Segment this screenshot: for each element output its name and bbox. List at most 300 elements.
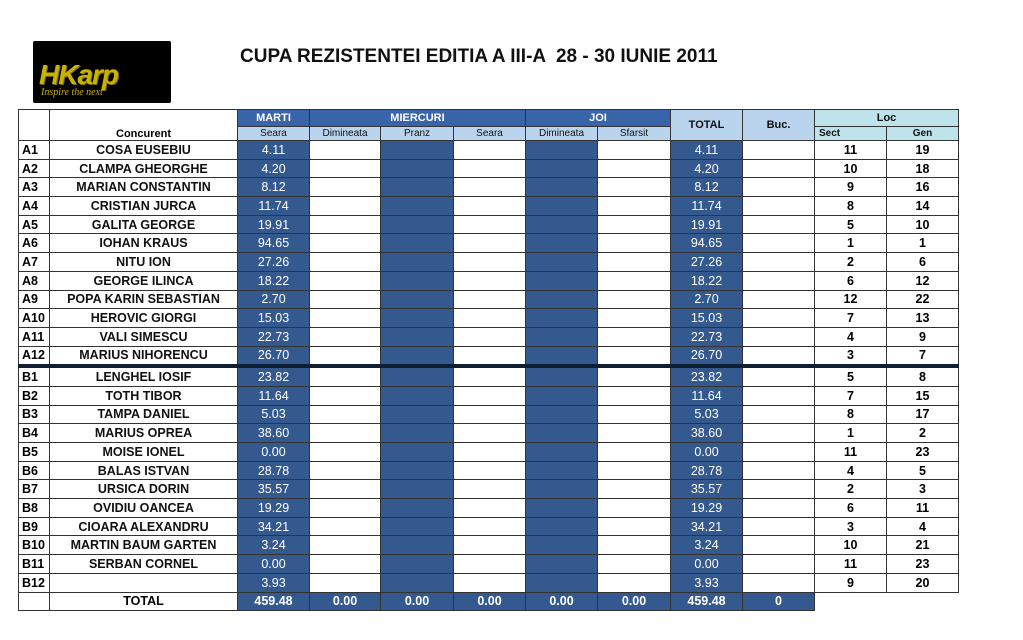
concurent-header: Concurent	[50, 110, 238, 141]
gen-rank: 2	[887, 424, 959, 443]
totals-miercuri-pranz: 0.00	[381, 592, 454, 611]
sect-rank: 6	[815, 271, 887, 290]
miercuri-pranz-value	[381, 215, 454, 234]
competitor-code: B9	[19, 517, 50, 536]
sect-rank: 9	[815, 573, 887, 592]
miercuri-pranz-value	[381, 366, 454, 386]
table-row	[19, 443, 959, 462]
gen-rank: 14	[887, 197, 959, 216]
total-value: 23.82	[671, 366, 743, 386]
competitor-code: B2	[19, 386, 50, 405]
gen-rank: 12	[887, 271, 959, 290]
miercuri-header: MIERCURI	[310, 110, 526, 127]
marti-header: MARTI	[238, 110, 310, 127]
joi-sfarsit-value	[598, 327, 671, 346]
miercuri-dimineata-value	[310, 480, 381, 499]
joi-sfarsit-value	[598, 461, 671, 480]
miercuri-dimineata-value	[310, 178, 381, 197]
competitor-name: TAMPA DANIEL	[50, 405, 238, 424]
miercuri-seara-value	[454, 461, 526, 480]
miercuri-seara-value	[454, 253, 526, 272]
marti-seara-value: 34.21	[238, 517, 310, 536]
joi-sfarsit-value	[598, 386, 671, 405]
marti-seara-value: 22.73	[238, 327, 310, 346]
marti-seara-value: 19.91	[238, 215, 310, 234]
loc-header: Loc	[815, 110, 959, 127]
miercuri-seara-value	[454, 234, 526, 253]
joi-sfarsit-value	[598, 215, 671, 234]
joi-sfarsit-value	[598, 499, 671, 518]
total-value: 94.65	[671, 234, 743, 253]
competitor-code: B11	[19, 555, 50, 574]
marti-seara-value: 4.11	[238, 141, 310, 160]
buc-value	[743, 405, 815, 424]
competitor-code: A8	[19, 271, 50, 290]
totals-code	[19, 592, 50, 611]
sect-rank: 4	[815, 327, 887, 346]
miercuri-seara-value	[454, 309, 526, 328]
competitor-code: A4	[19, 197, 50, 216]
buc-value	[743, 461, 815, 480]
miercuri-seara-value	[454, 499, 526, 518]
buc-value	[743, 253, 815, 272]
buc-value	[743, 271, 815, 290]
miercuri-dimineata-value	[310, 405, 381, 424]
miercuri-pranz-value	[381, 141, 454, 160]
gen-rank: 6	[887, 253, 959, 272]
gen-rank: 10	[887, 215, 959, 234]
competitor-name: OVIDIU OANCEA	[50, 499, 238, 518]
joi-sfarsit-value	[598, 443, 671, 462]
miercuri-dimineata-value	[310, 309, 381, 328]
joi-sfarsit-value	[598, 536, 671, 555]
competitor-name: BALAS ISTVAN	[50, 461, 238, 480]
buc-value	[743, 309, 815, 328]
joi-sfarsit-value	[598, 197, 671, 216]
miercuri-pranz-value	[381, 327, 454, 346]
joi-sfarsit-header: Sfarsit	[598, 127, 671, 141]
joi-sfarsit-value	[598, 366, 671, 386]
page-title: CUPA REZISTENTEI EDITIA A III-A 28 - 30 IUNIE 2011	[240, 46, 718, 67]
gen-rank: 15	[887, 386, 959, 405]
marti-seara-value: 4.20	[238, 159, 310, 178]
total-value: 0.00	[671, 443, 743, 462]
miercuri-pranz-value	[381, 346, 454, 366]
miercuri-seara-value	[454, 405, 526, 424]
competitor-name: VALI SIMESCU	[50, 327, 238, 346]
total-value: 3.93	[671, 573, 743, 592]
miercuri-pranz-value	[381, 271, 454, 290]
table-row	[19, 573, 959, 592]
sect-rank: 1	[815, 234, 887, 253]
competitor-code: A5	[19, 215, 50, 234]
miercuri-pranz-value	[381, 573, 454, 592]
sect-rank: 11	[815, 555, 887, 574]
totals-sect-blank	[815, 592, 887, 611]
buc-value	[743, 327, 815, 346]
marti-seara-value: 94.65	[238, 234, 310, 253]
miercuri-seara-value	[454, 386, 526, 405]
sect-rank: 10	[815, 159, 887, 178]
totals-total: 459.48	[671, 592, 743, 611]
table-row	[19, 517, 959, 536]
competitor-name: HEROVIC GIORGI	[50, 309, 238, 328]
buc-value	[743, 480, 815, 499]
miercuri-pranz-value	[381, 197, 454, 216]
gen-rank: 11	[887, 499, 959, 518]
competitor-name: COSA EUSEBIU	[50, 141, 238, 160]
buc-value	[743, 197, 815, 216]
miercuri-seara-value	[454, 327, 526, 346]
miercuri-pranz-header: Pranz	[381, 127, 454, 141]
competitor-code: B3	[19, 405, 50, 424]
miercuri-seara-value	[454, 215, 526, 234]
total-header: TOTAL	[671, 110, 743, 141]
miercuri-dimineata-value	[310, 253, 381, 272]
miercuri-pranz-value	[381, 386, 454, 405]
gen-rank: 18	[887, 159, 959, 178]
totals-buc: 0	[743, 592, 815, 611]
total-value: 11.74	[671, 197, 743, 216]
sect-rank: 1	[815, 424, 887, 443]
total-value: 2.70	[671, 290, 743, 309]
miercuri-dimineata-value	[310, 443, 381, 462]
joi-dimineata-value	[526, 405, 598, 424]
sect-rank: 9	[815, 178, 887, 197]
buc-value	[743, 443, 815, 462]
competitor-name: NITU ION	[50, 253, 238, 272]
miercuri-dimineata-value	[310, 555, 381, 574]
marti-seara-value: 18.22	[238, 271, 310, 290]
miercuri-seara-value	[454, 480, 526, 499]
joi-sfarsit-value	[598, 253, 671, 272]
totals-label: TOTAL	[50, 592, 238, 611]
competitor-name: MOISE IONEL	[50, 443, 238, 462]
miercuri-dimineata-value	[310, 141, 381, 160]
competitor-code: B5	[19, 443, 50, 462]
table-row	[19, 346, 959, 366]
sect-rank: 5	[815, 366, 887, 386]
joi-dimineata-value	[526, 178, 598, 197]
marti-seara-value: 0.00	[238, 443, 310, 462]
competitor-name: LENGHEL IOSIF	[50, 366, 238, 386]
marti-seara-value: 5.03	[238, 405, 310, 424]
miercuri-seara-value	[454, 346, 526, 366]
joi-dimineata-value	[526, 215, 598, 234]
miercuri-pranz-value	[381, 443, 454, 462]
competitor-name: MARIUS NIHORENCU	[50, 346, 238, 366]
buc-value	[743, 386, 815, 405]
sect-header: Sect	[815, 127, 887, 141]
miercuri-pranz-value	[381, 309, 454, 328]
buc-value	[743, 424, 815, 443]
miercuri-pranz-value	[381, 536, 454, 555]
total-value: 5.03	[671, 405, 743, 424]
gen-rank: 22	[887, 290, 959, 309]
miercuri-dimineata-value	[310, 424, 381, 443]
total-value: 19.29	[671, 499, 743, 518]
gen-rank: 7	[887, 346, 959, 366]
gen-rank: 16	[887, 178, 959, 197]
code-header	[19, 110, 50, 141]
marti-seara-header: Seara	[238, 127, 310, 141]
miercuri-dimineata-value	[310, 461, 381, 480]
competitor-code: B8	[19, 499, 50, 518]
joi-sfarsit-value	[598, 178, 671, 197]
joi-sfarsit-value	[598, 517, 671, 536]
buc-value	[743, 141, 815, 160]
table-row	[19, 271, 959, 290]
joi-dimineata-value	[526, 197, 598, 216]
miercuri-seara-value	[454, 424, 526, 443]
buc-value	[743, 555, 815, 574]
marti-seara-value: 8.12	[238, 178, 310, 197]
miercuri-pranz-value	[381, 159, 454, 178]
competitor-name: CLAMPA GHEORGHE	[50, 159, 238, 178]
joi-sfarsit-value	[598, 346, 671, 366]
total-value: 34.21	[671, 517, 743, 536]
competitor-code: A3	[19, 178, 50, 197]
marti-seara-value: 38.60	[238, 424, 310, 443]
competitor-code: B12	[19, 573, 50, 592]
table-row	[19, 536, 959, 555]
total-value: 0.00	[671, 555, 743, 574]
buc-value	[743, 366, 815, 386]
totals-joi-sfarsit: 0.00	[598, 592, 671, 611]
competitor-code: A2	[19, 159, 50, 178]
competitor-code: B4	[19, 424, 50, 443]
competitor-code: B7	[19, 480, 50, 499]
sect-rank: 12	[815, 290, 887, 309]
joi-dimineata-value	[526, 141, 598, 160]
table-row	[19, 327, 959, 346]
joi-dimineata-value	[526, 309, 598, 328]
competitor-name: TOTH TIBOR	[50, 386, 238, 405]
gen-header: Gen	[887, 127, 959, 141]
totals-row	[19, 592, 959, 611]
miercuri-pranz-value	[381, 234, 454, 253]
miercuri-seara-header: Seara	[454, 127, 526, 141]
joi-header: JOI	[526, 110, 671, 127]
total-value: 38.60	[671, 424, 743, 443]
joi-dimineata-value	[526, 480, 598, 499]
total-value: 4.11	[671, 141, 743, 160]
joi-dimineata-header: Dimineata	[526, 127, 598, 141]
joi-sfarsit-value	[598, 290, 671, 309]
table-row	[19, 253, 959, 272]
miercuri-seara-value	[454, 178, 526, 197]
miercuri-seara-value	[454, 443, 526, 462]
sect-rank: 6	[815, 499, 887, 518]
competitor-name: IOHAN KRAUS	[50, 234, 238, 253]
miercuri-seara-value	[454, 517, 526, 536]
buc-value	[743, 573, 815, 592]
competitor-code: B10	[19, 536, 50, 555]
miercuri-pranz-value	[381, 178, 454, 197]
marti-seara-value: 26.70	[238, 346, 310, 366]
buc-header: Buc.	[743, 110, 815, 141]
buc-value	[743, 215, 815, 234]
sect-rank: 2	[815, 480, 887, 499]
miercuri-dimineata-value	[310, 234, 381, 253]
joi-dimineata-value	[526, 461, 598, 480]
sect-rank: 8	[815, 197, 887, 216]
miercuri-dimineata-value	[310, 517, 381, 536]
miercuri-pranz-value	[381, 499, 454, 518]
totals-miercuri-seara: 0.00	[454, 592, 526, 611]
miercuri-dimineata-value	[310, 215, 381, 234]
marti-seara-value: 23.82	[238, 366, 310, 386]
totals-gen-blank	[887, 592, 959, 611]
table-row	[19, 405, 959, 424]
miercuri-seara-value	[454, 290, 526, 309]
marti-seara-value: 19.29	[238, 499, 310, 518]
totals-miercuri-dimineata: 0.00	[310, 592, 381, 611]
total-value: 11.64	[671, 386, 743, 405]
buc-value	[743, 499, 815, 518]
miercuri-pranz-value	[381, 555, 454, 574]
competitor-name: GEORGE ILINCA	[50, 271, 238, 290]
joi-dimineata-value	[526, 253, 598, 272]
gen-rank: 19	[887, 141, 959, 160]
gen-rank: 8	[887, 366, 959, 386]
table-row	[19, 159, 959, 178]
totals-joi-dimineata: 0.00	[526, 592, 598, 611]
table-row	[19, 424, 959, 443]
total-value: 8.12	[671, 178, 743, 197]
table-row	[19, 386, 959, 405]
joi-sfarsit-value	[598, 234, 671, 253]
sect-rank: 3	[815, 517, 887, 536]
total-value: 27.26	[671, 253, 743, 272]
competitor-code: B1	[19, 366, 50, 386]
marti-seara-value: 11.74	[238, 197, 310, 216]
miercuri-dimineata-value	[310, 290, 381, 309]
competitor-name: URSICA DORIN	[50, 480, 238, 499]
marti-seara-value: 3.24	[238, 536, 310, 555]
joi-dimineata-value	[526, 517, 598, 536]
competitor-name: CRISTIAN JURCA	[50, 197, 238, 216]
miercuri-pranz-value	[381, 480, 454, 499]
gen-rank: 1	[887, 234, 959, 253]
marti-seara-value: 3.93	[238, 573, 310, 592]
sect-rank: 8	[815, 405, 887, 424]
joi-dimineata-value	[526, 443, 598, 462]
joi-dimineata-value	[526, 555, 598, 574]
joi-sfarsit-value	[598, 573, 671, 592]
marti-seara-value: 27.26	[238, 253, 310, 272]
miercuri-pranz-value	[381, 424, 454, 443]
competitor-code: A6	[19, 234, 50, 253]
competitor-code: A1	[19, 141, 50, 160]
joi-sfarsit-value	[598, 141, 671, 160]
gen-rank: 13	[887, 309, 959, 328]
table-row	[19, 461, 959, 480]
marti-seara-value: 0.00	[238, 555, 310, 574]
competitor-name: SERBAN CORNEL	[50, 555, 238, 574]
buc-value	[743, 290, 815, 309]
miercuri-pranz-value	[381, 517, 454, 536]
marti-seara-value: 35.57	[238, 480, 310, 499]
joi-dimineata-value	[526, 290, 598, 309]
table-row	[19, 234, 959, 253]
table-row	[19, 366, 959, 386]
total-value: 15.03	[671, 309, 743, 328]
miercuri-dimineata-value	[310, 197, 381, 216]
logo-brand: HKarp	[39, 59, 119, 90]
miercuri-dimineata-value	[310, 159, 381, 178]
marti-seara-value: 15.03	[238, 309, 310, 328]
joi-sfarsit-value	[598, 480, 671, 499]
sect-rank: 10	[815, 536, 887, 555]
miercuri-dimineata-header: Dimineata	[310, 127, 381, 141]
joi-dimineata-value	[526, 346, 598, 366]
sect-rank: 3	[815, 346, 887, 366]
competitor-code: A12	[19, 346, 50, 366]
miercuri-dimineata-value	[310, 386, 381, 405]
table-row	[19, 290, 959, 309]
miercuri-dimineata-value	[310, 346, 381, 366]
miercuri-dimineata-value	[310, 499, 381, 518]
marti-seara-value: 2.70	[238, 290, 310, 309]
gen-rank: 5	[887, 461, 959, 480]
competitor-name: CIOARA ALEXANDRU	[50, 517, 238, 536]
competitor-name: MARTIN BAUM GARTEN	[50, 536, 238, 555]
miercuri-seara-value	[454, 555, 526, 574]
joi-sfarsit-value	[598, 159, 671, 178]
joi-dimineata-value	[526, 499, 598, 518]
gen-rank: 21	[887, 536, 959, 555]
joi-sfarsit-value	[598, 424, 671, 443]
miercuri-pranz-value	[381, 461, 454, 480]
gen-rank: 23	[887, 555, 959, 574]
miercuri-seara-value	[454, 159, 526, 178]
results-table	[18, 109, 959, 611]
competitor-code: A7	[19, 253, 50, 272]
logo-tagline: Inspire the next	[41, 87, 103, 98]
gen-rank: 17	[887, 405, 959, 424]
total-value: 22.73	[671, 327, 743, 346]
miercuri-seara-value	[454, 141, 526, 160]
buc-value	[743, 536, 815, 555]
competitor-code: A9	[19, 290, 50, 309]
joi-sfarsit-value	[598, 405, 671, 424]
joi-dimineata-value	[526, 386, 598, 405]
miercuri-dimineata-value	[310, 573, 381, 592]
total-value: 28.78	[671, 461, 743, 480]
joi-sfarsit-value	[598, 555, 671, 574]
miercuri-dimineata-value	[310, 271, 381, 290]
competitor-code: A11	[19, 327, 50, 346]
buc-value	[743, 234, 815, 253]
joi-sfarsit-value	[598, 271, 671, 290]
sect-rank: 5	[815, 215, 887, 234]
joi-dimineata-value	[526, 366, 598, 386]
table-row	[19, 499, 959, 518]
gen-rank: 3	[887, 480, 959, 499]
buc-value	[743, 346, 815, 366]
hkarp-logo	[33, 41, 171, 103]
table-row	[19, 178, 959, 197]
joi-dimineata-value	[526, 424, 598, 443]
sect-rank: 11	[815, 141, 887, 160]
miercuri-pranz-value	[381, 290, 454, 309]
miercuri-seara-value	[454, 573, 526, 592]
joi-dimineata-value	[526, 271, 598, 290]
joi-dimineata-value	[526, 536, 598, 555]
joi-sfarsit-value	[598, 309, 671, 328]
miercuri-seara-value	[454, 197, 526, 216]
